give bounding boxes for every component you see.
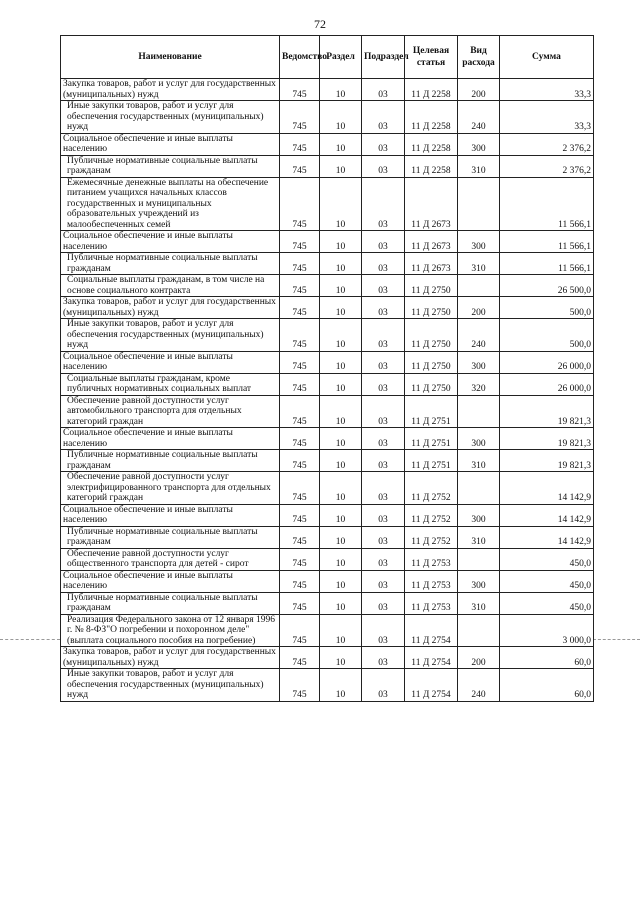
- cell-name: Обеспечение равной доступности услуг электрифицированного транспорта для отдельных категорий граждан: [61, 472, 280, 505]
- cell-vid: 200: [458, 647, 500, 669]
- cell-vid: 310: [458, 526, 500, 548]
- cell-summa: 60,0: [500, 647, 594, 669]
- cell-vedomstvo: 745: [280, 504, 320, 526]
- cell-razdel: 10: [320, 101, 362, 134]
- table-row: [61, 133, 594, 155]
- table-row: [61, 395, 594, 428]
- cell-vid: 310: [458, 253, 500, 275]
- cell-statya: 11 Д 2258: [405, 101, 458, 134]
- cell-podrazdel: 03: [362, 275, 405, 297]
- cell-vedomstvo: 745: [280, 351, 320, 373]
- cell-podrazdel: 03: [362, 395, 405, 428]
- cell-summa: 19 821,3: [500, 395, 594, 428]
- cell-name: Публичные нормативные социальные выплаты гражданам: [61, 592, 280, 614]
- cell-razdel: 10: [320, 669, 362, 702]
- cell-vedomstvo: 745: [280, 155, 320, 177]
- cell-vedomstvo: 745: [280, 592, 320, 614]
- table-row: [61, 570, 594, 592]
- cell-statya: 11 Д 2751: [405, 428, 458, 450]
- cell-podrazdel: 03: [362, 351, 405, 373]
- cell-vedomstvo: 745: [280, 79, 320, 101]
- cell-summa: 11 566,1: [500, 253, 594, 275]
- cell-razdel: 10: [320, 275, 362, 297]
- cell-name: Социальное обеспечение и иные выплаты населению: [61, 351, 280, 373]
- cell-razdel: 10: [320, 647, 362, 669]
- cell-name: Публичные нормативные социальные выплаты гражданам: [61, 450, 280, 472]
- cell-name: Ежемесячные денежные выплаты на обеспечение питанием учащихся начальных классов государственных и муниципальных образовательных учреждений из малообеспеченных семей: [61, 177, 280, 231]
- cell-summa: 450,0: [500, 548, 594, 570]
- cell-podrazdel: 03: [362, 592, 405, 614]
- cell-podrazdel: 03: [362, 133, 405, 155]
- cell-vid: [458, 177, 500, 231]
- cell-statya: 11 Д 2258: [405, 79, 458, 101]
- cell-razdel: 10: [320, 319, 362, 352]
- cell-statya: 11 Д 2673: [405, 231, 458, 253]
- cell-razdel: 10: [320, 177, 362, 231]
- page-number: 72: [314, 17, 326, 31]
- cell-name: Социальное обеспечение и иные выплаты населению: [61, 570, 280, 592]
- cell-statya: 11 Д 2750: [405, 275, 458, 297]
- cell-podrazdel: 03: [362, 504, 405, 526]
- cell-podrazdel: 03: [362, 472, 405, 505]
- cell-statya: 11 Д 2753: [405, 592, 458, 614]
- table-row: [61, 614, 594, 647]
- header-vedomstvo: Ведомство: [280, 36, 320, 79]
- table-row: [61, 297, 594, 319]
- cell-vedomstvo: 745: [280, 450, 320, 472]
- cell-razdel: 10: [320, 133, 362, 155]
- cell-name: Публичные нормативные социальные выплаты гражданам: [61, 155, 280, 177]
- cell-razdel: 10: [320, 472, 362, 505]
- table-row: [61, 592, 594, 614]
- cell-podrazdel: 03: [362, 548, 405, 570]
- cell-summa: 60,0: [500, 669, 594, 702]
- cell-vid: 310: [458, 155, 500, 177]
- cell-razdel: 10: [320, 428, 362, 450]
- table-row: [61, 155, 594, 177]
- table-row: [61, 669, 594, 702]
- cell-summa: 26 000,0: [500, 351, 594, 373]
- cell-podrazdel: 03: [362, 428, 405, 450]
- cell-podrazdel: 03: [362, 614, 405, 647]
- cell-podrazdel: 03: [362, 297, 405, 319]
- cell-razdel: 10: [320, 592, 362, 614]
- table-row: [61, 472, 594, 505]
- cell-vid: 240: [458, 669, 500, 702]
- cell-summa: 33,3: [500, 101, 594, 134]
- cell-vedomstvo: 745: [280, 570, 320, 592]
- cell-podrazdel: 03: [362, 570, 405, 592]
- cell-summa: 14 142,9: [500, 504, 594, 526]
- cell-razdel: 10: [320, 504, 362, 526]
- cell-vedomstvo: 745: [280, 231, 320, 253]
- cell-podrazdel: 03: [362, 647, 405, 669]
- cell-vedomstvo: 745: [280, 669, 320, 702]
- cell-vid: [458, 548, 500, 570]
- header-statya: Целевая статья: [405, 36, 458, 79]
- cell-podrazdel: 03: [362, 373, 405, 395]
- cell-name: Обеспечение равной доступности услуг общественного транспорта для детей - сирот: [61, 548, 280, 570]
- table-row: [61, 428, 594, 450]
- table-row: [61, 647, 594, 669]
- cell-razdel: 10: [320, 351, 362, 373]
- cell-podrazdel: 03: [362, 253, 405, 275]
- cell-summa: 19 821,3: [500, 450, 594, 472]
- table-row: [61, 373, 594, 395]
- table-row: [61, 275, 594, 297]
- cell-name: Социальные выплаты гражданам, в том числе на основе социального контракта: [61, 275, 280, 297]
- cell-summa: 500,0: [500, 319, 594, 352]
- cell-vedomstvo: 745: [280, 526, 320, 548]
- table-row: [61, 177, 594, 231]
- cell-vedomstvo: 745: [280, 133, 320, 155]
- cell-statya: 11 Д 2754: [405, 614, 458, 647]
- cell-podrazdel: 03: [362, 231, 405, 253]
- cell-vid: 200: [458, 297, 500, 319]
- cell-vedomstvo: 745: [280, 472, 320, 505]
- cell-statya: 11 Д 2673: [405, 177, 458, 231]
- cell-vid: 300: [458, 428, 500, 450]
- cell-podrazdel: 03: [362, 79, 405, 101]
- cell-razdel: 10: [320, 450, 362, 472]
- cell-name: Социальное обеспечение и иные выплаты населению: [61, 133, 280, 155]
- header-name: Наименование: [61, 36, 280, 79]
- cell-razdel: 10: [320, 570, 362, 592]
- cell-vedomstvo: 745: [280, 614, 320, 647]
- cell-statya: 11 Д 2754: [405, 647, 458, 669]
- cell-vid: 310: [458, 592, 500, 614]
- cell-razdel: 10: [320, 373, 362, 395]
- cell-summa: 26 000,0: [500, 373, 594, 395]
- cell-razdel: 10: [320, 297, 362, 319]
- cell-summa: 450,0: [500, 592, 594, 614]
- cell-summa: 2 376,2: [500, 133, 594, 155]
- cell-vid: [458, 395, 500, 428]
- cell-name: Социальные выплаты гражданам, кроме публичных нормативных социальных выплат: [61, 373, 280, 395]
- cell-statya: 11 Д 2750: [405, 319, 458, 352]
- budget-table: [60, 35, 594, 702]
- table-body: [61, 79, 594, 702]
- cell-statya: 11 Д 2258: [405, 133, 458, 155]
- cell-vedomstvo: 745: [280, 275, 320, 297]
- table-row: [61, 101, 594, 134]
- cell-vedomstvo: 745: [280, 253, 320, 275]
- cell-name: Закупка товаров, работ и услуг для государственных (муниципальных) нужд: [61, 297, 280, 319]
- cell-name: Закупка товаров, работ и услуг для государственных (муниципальных) нужд: [61, 79, 280, 101]
- cell-summa: 2 376,2: [500, 155, 594, 177]
- header-summa: Сумма: [500, 36, 594, 79]
- cell-statya: 11 Д 2673: [405, 253, 458, 275]
- table-row: [61, 548, 594, 570]
- cell-statya: 11 Д 2753: [405, 548, 458, 570]
- cell-name: Публичные нормативные социальные выплаты гражданам: [61, 253, 280, 275]
- cell-vid: [458, 614, 500, 647]
- table-row: [61, 319, 594, 352]
- cell-statya: 11 Д 2751: [405, 395, 458, 428]
- cell-statya: 11 Д 2258: [405, 155, 458, 177]
- cell-summa: 450,0: [500, 570, 594, 592]
- header-vid: Вид расхода: [458, 36, 500, 79]
- cell-vid: 200: [458, 79, 500, 101]
- table-row: [61, 231, 594, 253]
- cell-name: Обеспечение равной доступности услуг автомобильного транспорта для отдельных категорий граждан: [61, 395, 280, 428]
- cell-vid: [458, 275, 500, 297]
- cell-statya: 11 Д 2751: [405, 450, 458, 472]
- cell-name: Закупка товаров, работ и услуг для государственных (муниципальных) нужд: [61, 647, 280, 669]
- cell-vedomstvo: 745: [280, 319, 320, 352]
- scan-artifact-line-right: [593, 639, 640, 640]
- cell-vedomstvo: 745: [280, 548, 320, 570]
- table-row: [61, 526, 594, 548]
- cell-name: Социальное обеспечение и иные выплаты населению: [61, 231, 280, 253]
- cell-razdel: 10: [320, 526, 362, 548]
- header-razdel: Раздел: [320, 36, 362, 79]
- cell-statya: 11 Д 2752: [405, 526, 458, 548]
- table-row: [61, 450, 594, 472]
- cell-name: Социальное обеспечение и иные выплаты населению: [61, 428, 280, 450]
- cell-vid: 310: [458, 450, 500, 472]
- cell-summa: 33,3: [500, 79, 594, 101]
- cell-summa: 11 566,1: [500, 231, 594, 253]
- cell-podrazdel: 03: [362, 669, 405, 702]
- cell-vid: 300: [458, 570, 500, 592]
- header-podrazdel: Подраздел: [362, 36, 405, 79]
- cell-statya: 11 Д 2753: [405, 570, 458, 592]
- cell-name: Иные закупки товаров, работ и услуг для обеспечения государственных (муниципальных) нужд: [61, 319, 280, 352]
- cell-vid: 300: [458, 351, 500, 373]
- cell-podrazdel: 03: [362, 155, 405, 177]
- cell-vedomstvo: 745: [280, 428, 320, 450]
- cell-summa: 11 566,1: [500, 177, 594, 231]
- cell-razdel: 10: [320, 79, 362, 101]
- cell-name: Иные закупки товаров, работ и услуг для обеспечения государственных (муниципальных) нужд: [61, 101, 280, 134]
- cell-razdel: 10: [320, 253, 362, 275]
- cell-podrazdel: 03: [362, 526, 405, 548]
- cell-name: Иные закупки товаров, работ и услуг для обеспечения государственных (муниципальных) нужд: [61, 669, 280, 702]
- cell-podrazdel: 03: [362, 319, 405, 352]
- cell-vid: 240: [458, 319, 500, 352]
- table-row: [61, 253, 594, 275]
- cell-vid: [458, 472, 500, 505]
- table-row: [61, 79, 594, 101]
- cell-podrazdel: 03: [362, 101, 405, 134]
- cell-vid: 300: [458, 231, 500, 253]
- cell-razdel: 10: [320, 155, 362, 177]
- cell-statya: 11 Д 2754: [405, 669, 458, 702]
- cell-summa: 26 500,0: [500, 275, 594, 297]
- cell-vid: 300: [458, 133, 500, 155]
- cell-summa: 500,0: [500, 297, 594, 319]
- cell-summa: 19 821,3: [500, 428, 594, 450]
- cell-name: Публичные нормативные социальные выплаты гражданам: [61, 526, 280, 548]
- cell-vedomstvo: 745: [280, 373, 320, 395]
- cell-name: Социальное обеспечение и иные выплаты населению: [61, 504, 280, 526]
- cell-razdel: 10: [320, 231, 362, 253]
- cell-summa: 3 000,0: [500, 614, 594, 647]
- cell-podrazdel: 03: [362, 450, 405, 472]
- cell-vedomstvo: 745: [280, 297, 320, 319]
- cell-statya: 11 Д 2752: [405, 504, 458, 526]
- table-row: [61, 504, 594, 526]
- cell-name: Реализация Федерального закона от 12 января 1996 г. № 8-ФЗ"О погребении и похоронном деле" (выплата социального пособия на погребение): [61, 614, 280, 647]
- cell-razdel: 10: [320, 548, 362, 570]
- cell-statya: 11 Д 2750: [405, 351, 458, 373]
- cell-vedomstvo: 745: [280, 101, 320, 134]
- cell-vid: 320: [458, 373, 500, 395]
- cell-vedomstvo: 745: [280, 177, 320, 231]
- cell-statya: 11 Д 2750: [405, 373, 458, 395]
- cell-vedomstvo: 745: [280, 395, 320, 428]
- cell-razdel: 10: [320, 614, 362, 647]
- cell-statya: 11 Д 2750: [405, 297, 458, 319]
- cell-vid: 300: [458, 504, 500, 526]
- cell-vid: 240: [458, 101, 500, 134]
- scan-artifact-line-left: [0, 639, 60, 640]
- cell-vedomstvo: 745: [280, 647, 320, 669]
- table-header-row: [61, 36, 594, 79]
- cell-razdel: 10: [320, 395, 362, 428]
- cell-statya: 11 Д 2752: [405, 472, 458, 505]
- cell-summa: 14 142,9: [500, 472, 594, 505]
- table-row: [61, 351, 594, 373]
- cell-podrazdel: 03: [362, 177, 405, 231]
- cell-summa: 14 142,9: [500, 526, 594, 548]
